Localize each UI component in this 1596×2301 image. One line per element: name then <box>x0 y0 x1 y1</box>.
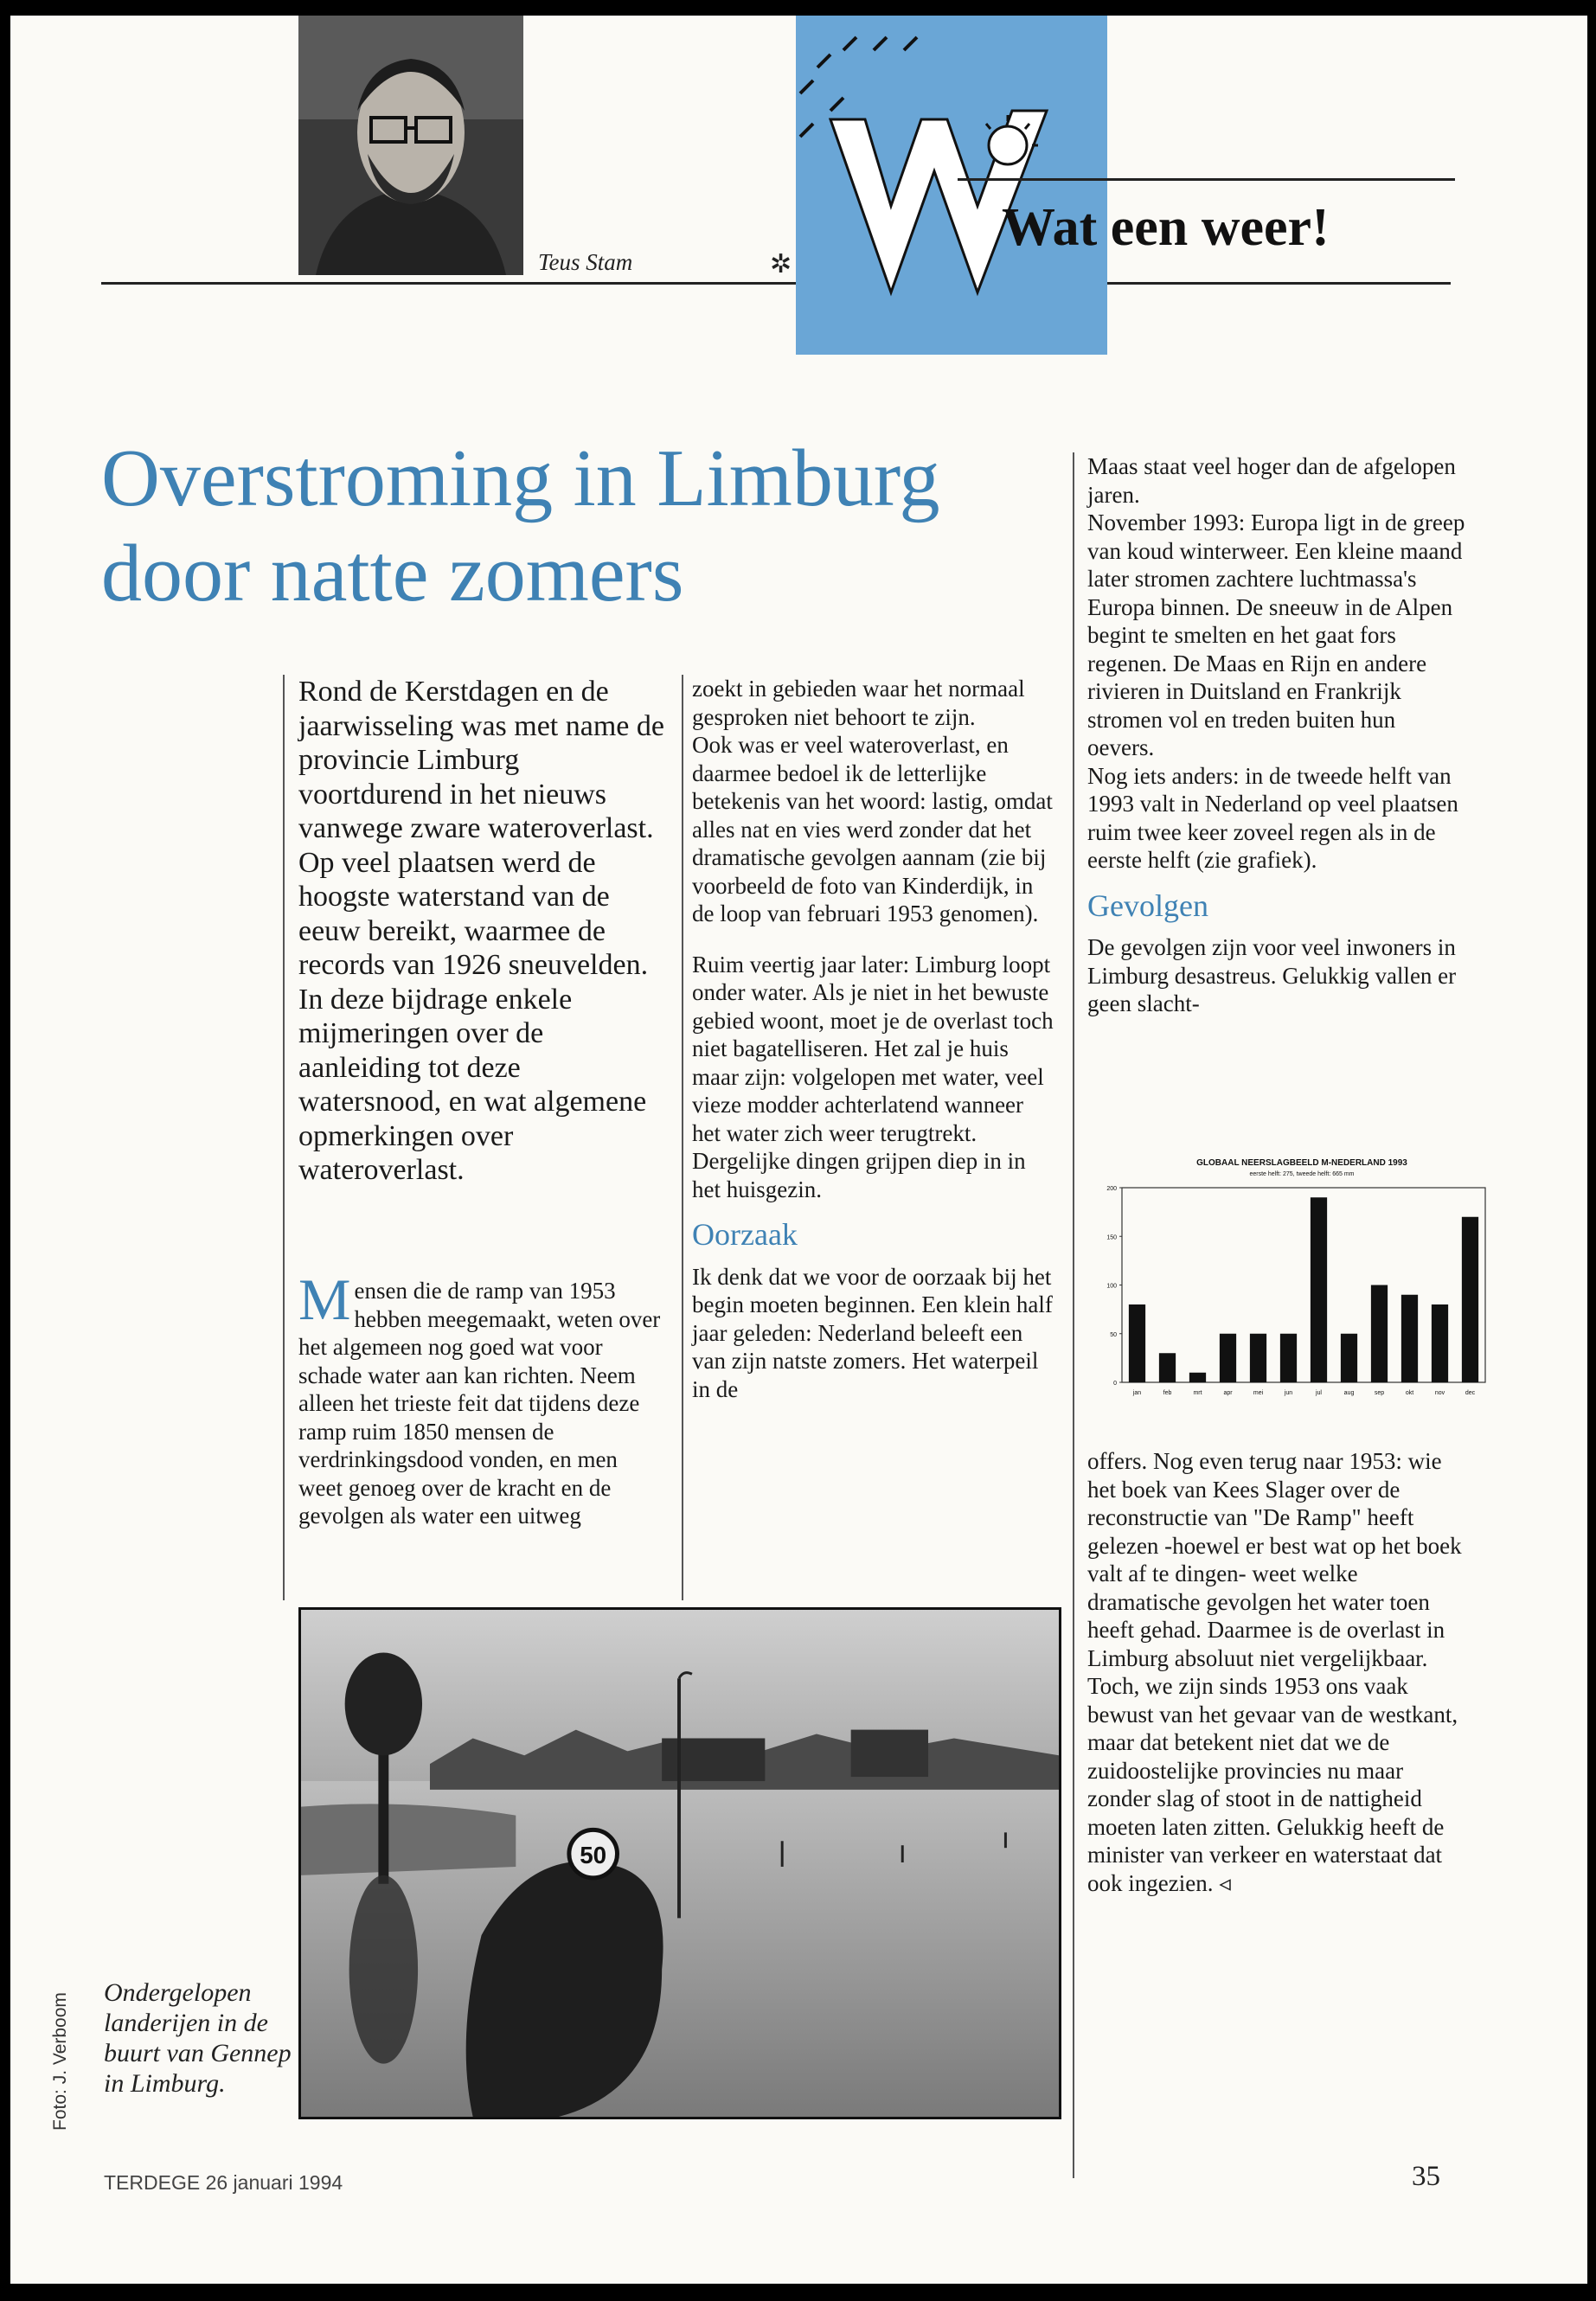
column-rule-3 <box>1073 452 1074 2178</box>
subhead-oorzaak: Oorzaak <box>692 1217 798 1252</box>
chart-bar-jul <box>1311 1197 1327 1382</box>
headline-line-1: Overstroming in Limburg <box>101 433 940 523</box>
col3-paragraph-2: November 1993: Europa ligt in de greep van koud winterweer. Een kleine maand later stromen zachtere luchtmassa's Europa binnen. De sneeuw in de Alpen begint te smelten en het gaat fors regenen. De Maas en Rijn en andere rivieren in Duitsland en Frankrijk stromen vol en treden buiten hun oevers. <box>1087 510 1465 760</box>
article-headline <box>101 431 1053 621</box>
column-rule-2 <box>682 675 683 1600</box>
chart-x-label: feb <box>1163 1390 1172 1396</box>
chart-frame <box>1122 1188 1485 1382</box>
photo-credit: Foto: J. Verboom <box>50 1992 70 2131</box>
author-name: Teus Stam <box>538 249 633 275</box>
chart-bar-nov <box>1432 1304 1448 1382</box>
chart-bar-jan <box>1129 1304 1145 1382</box>
col3-paragraph-1: Maas staat veel hoger dan de afgelopen jaren. <box>1087 453 1456 508</box>
rainfall-chart-svg <box>1087 1144 1494 1413</box>
chart-x-label: jul <box>1315 1390 1323 1396</box>
chart-bar-apr <box>1220 1334 1236 1382</box>
column-rule-1 <box>283 675 285 1600</box>
chart-bar-jun <box>1280 1334 1297 1382</box>
chart-x-label: jun <box>1284 1390 1293 1396</box>
title-rule <box>958 178 1455 181</box>
rainfall-chart <box>1087 1144 1494 1413</box>
col2-paragraph-2: Ook was er veel wateroverlast, en daarmee bedoel ik de letterlijke betekenis van het woord: lastig, omdat alles nat en vies werd zonder dat het dramatische gevolgen aannam (zie bij voorbeeld de foto van Kinderdijk, in de loop van februari 1953 genomen). <box>692 732 1053 926</box>
chart-y-tick: 100 <box>1106 1283 1117 1290</box>
chart-x-label: okt <box>1405 1390 1414 1396</box>
col2-paragraph-4: Ik denk dat we voor de oorzaak bij het begin moeten beginnen. Een klein half jaar geleden: Nederland beleeft een van zijn natste zomers. Het waterpeil in de <box>692 1263 1053 1402</box>
article-column-3 <box>1087 452 1468 1018</box>
chart-bar-dec <box>1462 1217 1478 1382</box>
chart-y-tick: 50 <box>1110 1331 1117 1338</box>
magazine-page <box>10 16 1587 2284</box>
series-title: Wat een weer! <box>1002 198 1330 257</box>
chart-bar-feb <box>1159 1353 1176 1382</box>
chart-x-label: jan <box>1132 1390 1142 1396</box>
chart-x-label: mei <box>1253 1390 1264 1396</box>
chart-x-label: nov <box>1434 1390 1445 1396</box>
subhead-gevolgen: Gevolgen <box>1087 888 1208 923</box>
flood-photo <box>298 1607 1061 2119</box>
col3-paragraph-4: De gevolgen zijn voor veel inwoners in Limburg desastreus. Gelukkig vallen er geen slacht- <box>1087 934 1457 1016</box>
headline-line-2: door natte zomers <box>101 529 684 619</box>
chart-x-label: dec <box>1465 1390 1476 1396</box>
star-icon: ✲ <box>770 250 792 279</box>
chart-title: GLOBAAL NEERSLAGBEELD M-NEDERLAND 1993 <box>1196 1158 1407 1168</box>
author-portrait <box>298 16 523 275</box>
chart-subtitle: eerste helft: 275, tweede helft: 665 mm <box>1249 1171 1355 1177</box>
chart-bar-sep <box>1371 1285 1388 1383</box>
chart-x-label: mrt <box>1193 1390 1202 1396</box>
column-logo <box>796 16 1107 355</box>
chart-bar-mei <box>1250 1334 1266 1382</box>
col2-paragraph-1: zoekt in gebieden waar het normaal gesproken niet behoort te zijn. <box>692 676 1025 730</box>
article-column-1 <box>298 1266 666 1530</box>
footer-publication: TERDEGE 26 januari 1994 <box>104 2171 343 2194</box>
article-column-3-continued <box>1087 1447 1468 1897</box>
page-number: 35 <box>1412 2161 1440 2192</box>
chart-bar-aug <box>1341 1334 1357 1382</box>
chart-x-label: aug <box>1343 1390 1355 1396</box>
article-intro: Rond de Kerstdagen en de jaarwisseling was met name de provincie Limburg voortdurend in het nieuws vanwege zware wateroverlast. Op veel plaatsen werd de hoogste waterstand van de eeuw bereikt, waarmee de records van 1926 sneuvelden. In deze bijdrage enkele mijmeringen over de aanleiding tot deze watersnood, en wat algemene opmerkingen over wateroverlast. <box>298 676 664 1186</box>
col3-paragraph-5: offers. Nog even terug naar 1953: wie het boek van Kees Slager over de reconstructie van "De Ramp" heeft gelezen -hoewel er best wat op het boek valt af te dingen- weet welke dramatische gevolgen het water toen heeft gehad. Daarmee is de overlast in Limburg absoluut niet vergelijkbaar. Toch, we zijn sinds 1953 ons vaak bewust van het gevaar van de westkant, maar dat betekent niet dat we de zuidoostelijke provincies nu maar zonder slag of stoot in de nattigheid moeten laten zitten. Gelukkig heeft de minister van verkeer en waterstaat dat ook ingezien. <box>1087 1448 1462 1896</box>
article-column-2 <box>692 675 1055 1403</box>
col1-paragraph: ensen die de ramp van 1953 hebben meegemaakt, weten over het algemeen nog goed wat voor schade water aan kan richten. Neem alleen het trieste feit dat tijdens deze ramp ruim 1850 mensen de verdrinkingsdood vonden, en men weet genoeg over de kracht en de gevolgen als water een uitweg <box>298 1278 661 1529</box>
chart-y-tick: 150 <box>1106 1234 1117 1241</box>
photo-caption: Ondergelopen landerijen in de buurt van Gennep in Limburg. <box>104 1978 292 2098</box>
chart-y-tick: 200 <box>1106 1186 1117 1192</box>
chart-x-label: sep <box>1374 1390 1385 1396</box>
speed-sign-text: 50 <box>580 1842 607 1868</box>
col3-paragraph-3: Nog iets anders: in de tweede helft van 1993 valt in Nederland op veel plaatsen ruim twee keer zoveel regen als in de eerste helft (zie grafiek). <box>1087 762 1458 873</box>
chart-bar-mrt <box>1189 1373 1206 1382</box>
chart-x-label: apr <box>1223 1390 1233 1396</box>
drop-cap: M <box>298 1266 351 1332</box>
col2-paragraph-3: Ruim veertig jaar later: Limburg loopt onder water. Als je niet in het bewuste gebied woont, moet je de overlast toch niet bagatelliseren. Het zal je huis maar zijn: volgelopen met water, veel vieze modder achterlatend wanneer het water zich weer terugtrekt. Dergelijke dingen grijpen diep in in het huisgezin. <box>692 951 1054 1202</box>
chart-y-tick: 0 <box>1113 1381 1117 1387</box>
chart-bar-okt <box>1401 1295 1418 1382</box>
header-rule <box>101 282 1451 285</box>
end-mark-icon: ◃ <box>1219 1869 1231 1896</box>
